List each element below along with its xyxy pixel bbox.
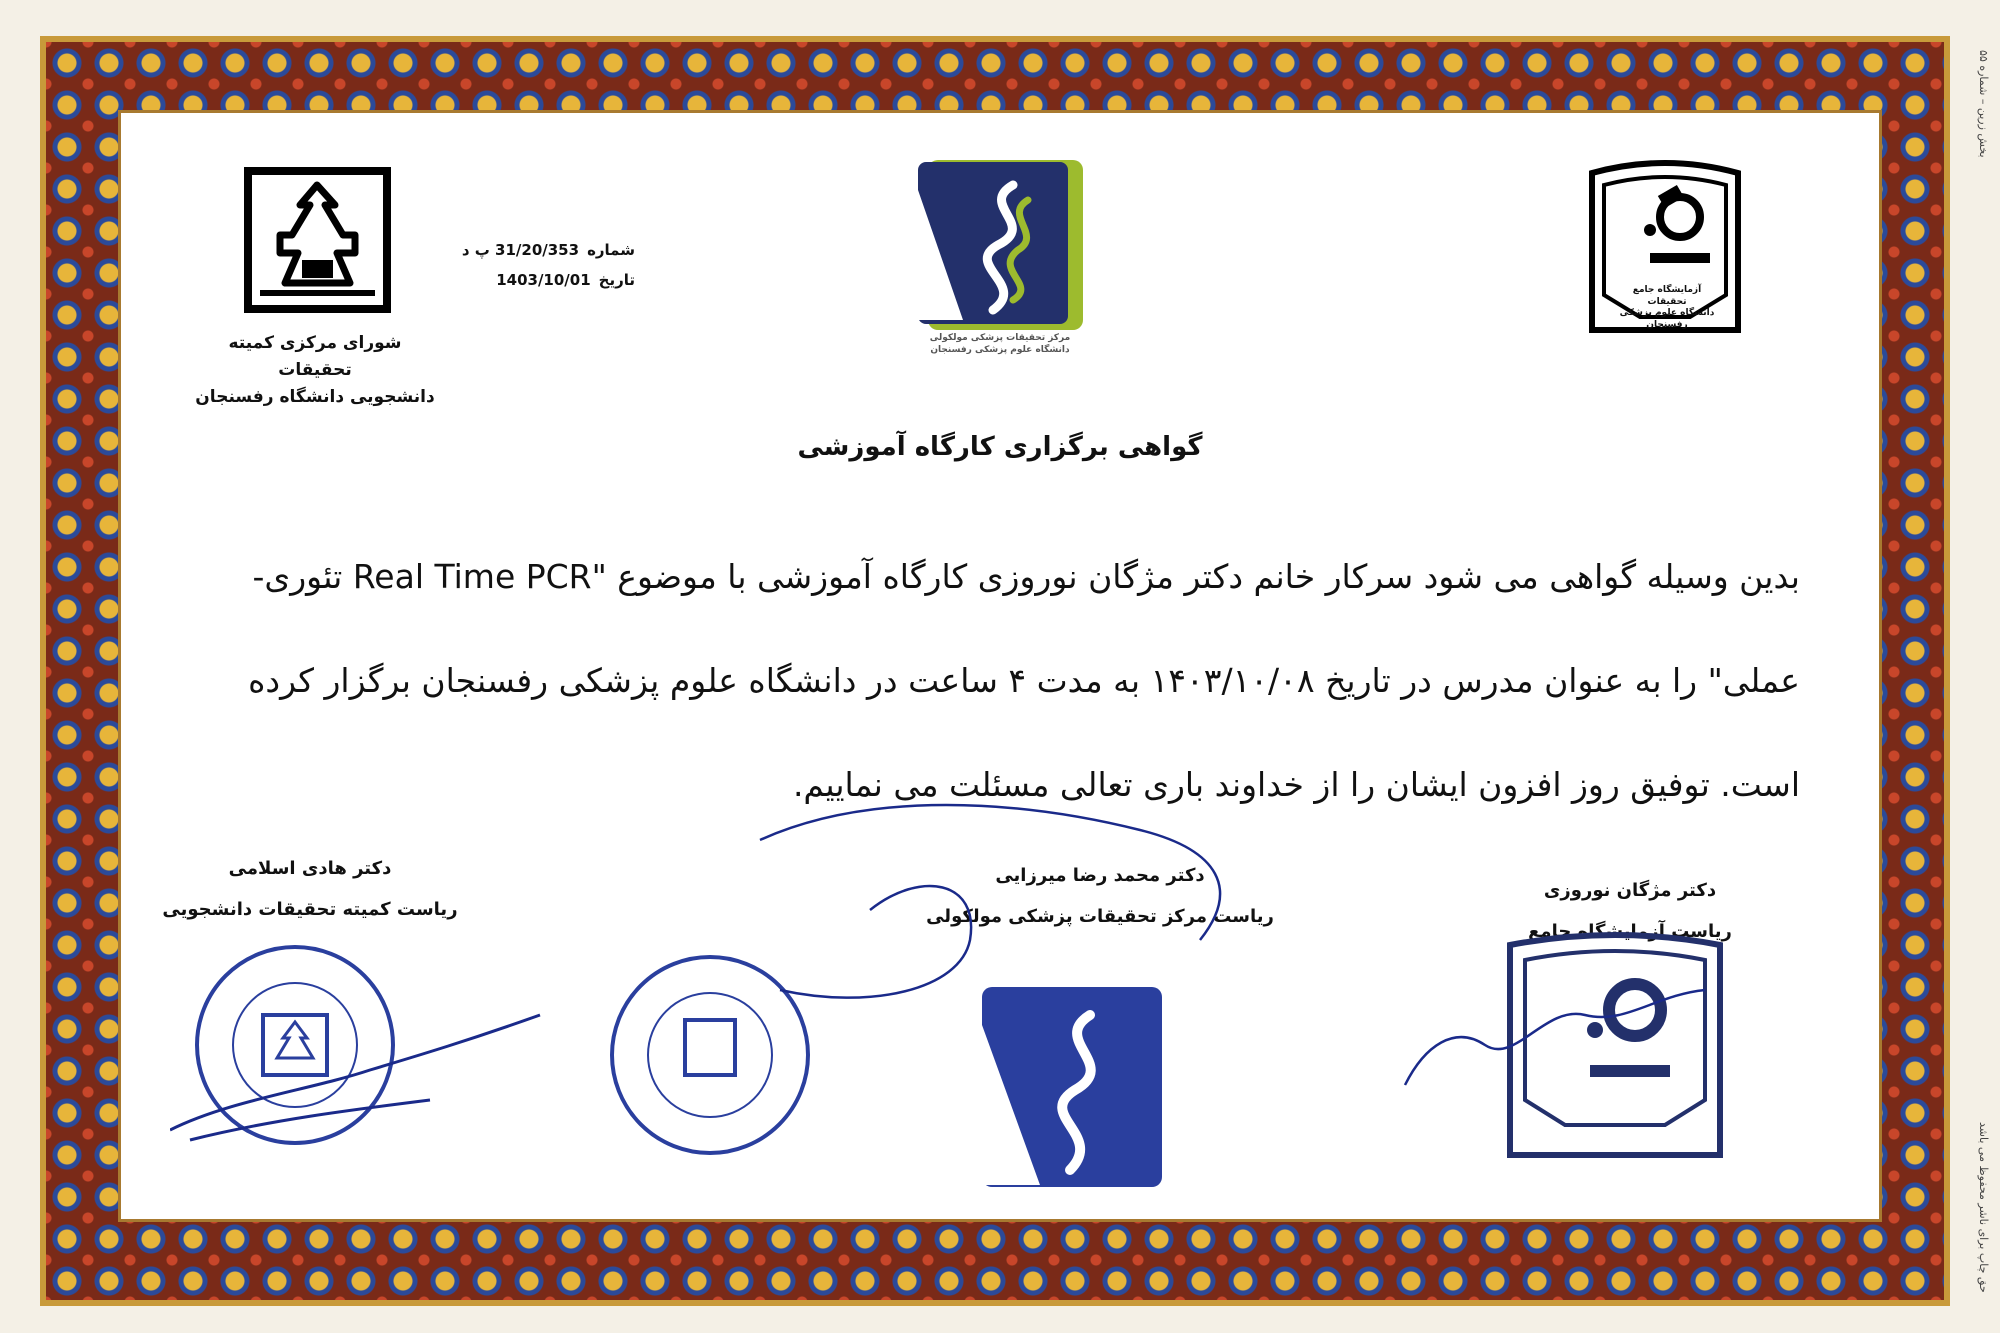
molecular-center-caption xyxy=(905,333,1095,356)
body-line: عملی" را به عنوان مدرس در تاریخ ۱۴۰۳/۱۰/۰۸ به مدت ۴ ساعت در دانشگاه علوم پزشکی رفسنجان برگزار کرده xyxy=(248,661,1800,700)
signer-role: ریاست آزمایشگاه جامع xyxy=(1528,921,1732,943)
side-note-bottom: حق چاپ برای ناشر محفوظ می باشد xyxy=(1977,1122,1990,1293)
signer-role: ریاست مرکز تحقیقات پزشکی مولکولی xyxy=(926,906,1274,928)
caption-line: دانشگاه علوم پزشکی رفسنجان xyxy=(1619,308,1715,331)
molecular-center-logo xyxy=(918,160,1083,335)
caption-line: آزمایشگاه جامع تحقیقات xyxy=(1632,285,1702,307)
number-value: 31/20/353 پ د xyxy=(461,241,580,259)
signer-name: دکتر هادی اسلامی xyxy=(228,858,392,879)
signature-block-left xyxy=(140,848,480,931)
research-lab-caption xyxy=(1612,285,1722,332)
body-line: بدین وسیله گواهی می شود سرکار خانم دکتر مژگان نوروزی کارگاه آموزشی با موضوع "Real Time PCR تئوری- xyxy=(252,557,1800,596)
research-committee-logo xyxy=(240,165,395,315)
signature-scribble-left xyxy=(170,1010,550,1150)
number-label: شماره xyxy=(587,241,635,259)
org-line: دانشجویی دانشگاه رفسنجان xyxy=(195,387,435,408)
signer-name: دکتر مژگان نوروزی xyxy=(1543,880,1717,901)
signature-scribble-right xyxy=(1395,985,1715,1105)
signer-name: دکتر محمد رضا میرزایی xyxy=(995,865,1205,886)
date-value: 1403/10/01 xyxy=(496,271,591,289)
signature-scribble-middle xyxy=(720,790,1320,1020)
org-line: شورای مرکزی کمیته تحقیقات xyxy=(228,333,402,381)
certificate-title: گواهی برگزاری کارگاه آموزشی xyxy=(797,432,1203,462)
body-line: است. توفیق روز افزون ایشان را از خداوند باری تعالی مسئلت می نماییم. xyxy=(792,765,1800,804)
signer-role: ریاست کمیته تحقیقات دانشجویی xyxy=(162,899,458,921)
side-note-top: بخش زرین – شماره ۵۵ xyxy=(1977,50,1990,158)
caption-line: مرکز تحقیقات پزشکی مولکولی xyxy=(929,333,1071,343)
research-committee-name xyxy=(195,330,435,412)
date-label: تاریخ xyxy=(598,271,635,289)
caption-line: دانشگاه علوم پزشکی رفسنجان xyxy=(930,344,1070,355)
reference-block xyxy=(455,235,635,295)
